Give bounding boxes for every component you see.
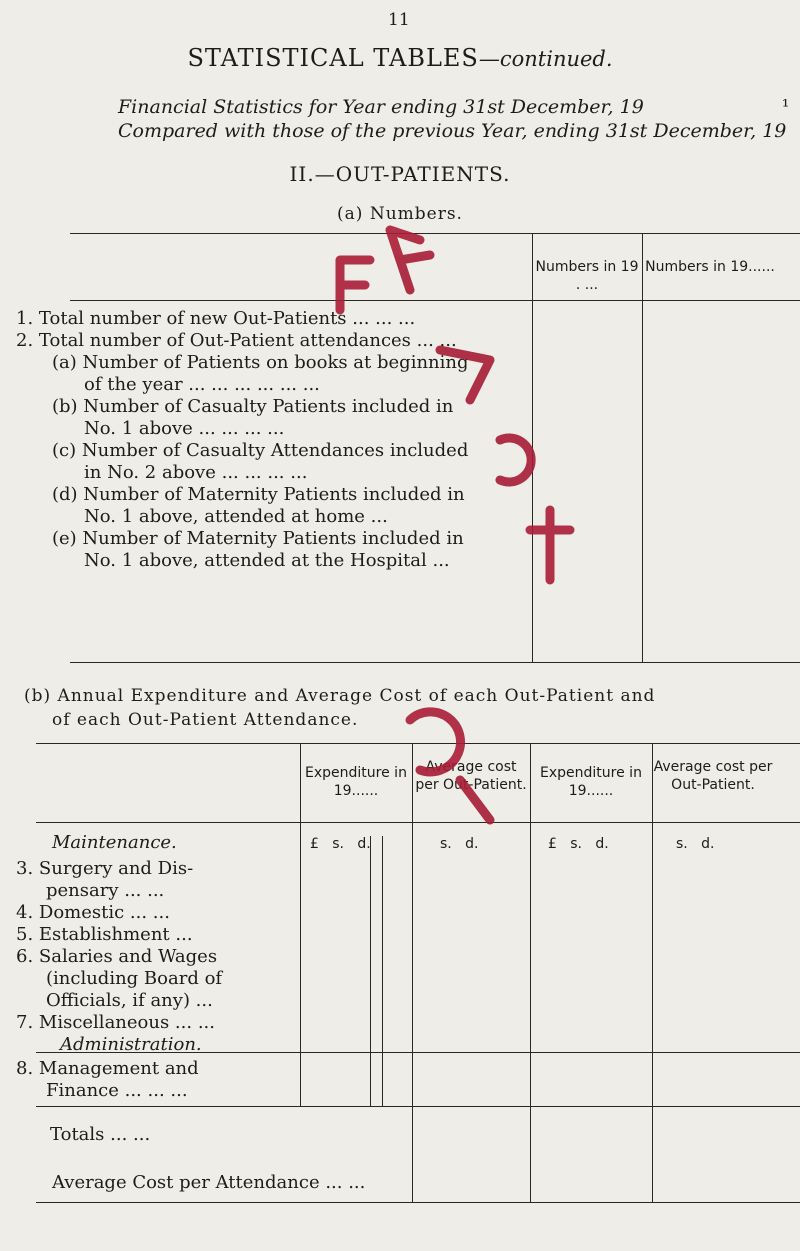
- table-b-sub-divider-1: [370, 836, 371, 1106]
- table-a-header-rule: [70, 300, 800, 301]
- row-6-cont-1: (including Board of: [46, 968, 223, 989]
- units-col2: s. d.: [440, 836, 479, 852]
- table-b-divider-4: [652, 743, 653, 1202]
- section-title: II.—OUT-PATIENTS.: [289, 162, 511, 186]
- part-a-title: (a) Numbers.: [337, 204, 463, 224]
- table-b-admin-rows: [16, 1058, 199, 1102]
- table-b-divider-3: [530, 743, 531, 1202]
- table-b-header-rule: [36, 822, 800, 823]
- units-col3: £ s. d.: [548, 836, 609, 852]
- units-col1: £ s. d.: [310, 836, 371, 852]
- row-6-cont-2: Officials, if any) ...: [46, 990, 213, 1011]
- table-a-rows: [16, 308, 469, 572]
- maintenance-label: Maintenance.: [52, 832, 177, 853]
- table-b-col3-header: Expenditure in 19......: [540, 765, 642, 799]
- row-4: 4. Domestic ... ...: [16, 902, 170, 923]
- table-b-sub-divider-2: [382, 836, 383, 1106]
- table-b-col4-header: Average cost per Out-Patient.: [653, 759, 773, 793]
- row-5: 5. Establishment ...: [16, 924, 193, 945]
- row-6: 6. Salaries and Wages: [16, 946, 218, 967]
- table-b-divider-2: [412, 743, 413, 1202]
- row-2c: (c) Number of Casualty Attendances included: [52, 440, 469, 461]
- table-b-col1-header: Expenditure in 19......: [305, 765, 407, 799]
- average-cost-label: Average Cost per Attendance ... ...: [52, 1172, 366, 1193]
- table-b-totals-rule: [36, 1106, 800, 1107]
- administration-label: Administration.: [60, 1034, 202, 1055]
- row-8: 8. Management and: [16, 1058, 199, 1079]
- row-2b-cont: No. 1 above ... ... ... ...: [84, 418, 285, 439]
- table-b-bottom-rule: [36, 1202, 800, 1203]
- table-a-bottom-rule: [70, 662, 800, 663]
- subtitle-line-2: Compared with those of the previous Year, ending 31st December, 19: [118, 120, 787, 142]
- row-3: 3. Surgery and Dis-: [16, 858, 194, 879]
- units-col4: s. d.: [676, 836, 715, 852]
- row-2d-cont: No. 1 above, attended at home ...: [84, 506, 388, 527]
- row-2e: (e) Number of Maternity Patients included in: [52, 528, 464, 549]
- table-a-divider-2: [642, 233, 643, 662]
- row-7: 7. Miscellaneous ... ...: [16, 1012, 215, 1033]
- row-2d: (d) Number of Maternity Patients included in: [52, 484, 465, 505]
- table-b-col2-header: Average cost per Out-Patient.: [415, 759, 527, 793]
- row-2c-cont: in No. 2 above ... ... ... ...: [84, 462, 308, 483]
- subtitle-line-1: Financial Statistics for Year ending 31st December, 19 ¹: [118, 96, 790, 118]
- row-2b: (b) Number of Casualty Patients included in: [52, 396, 454, 417]
- page-number: 11: [388, 10, 410, 30]
- row-8-cont: Finance ... ... ...: [46, 1080, 188, 1101]
- table-a-col1-header: Numbers in 19 . ...: [535, 259, 639, 293]
- table-a-top-rule: [70, 233, 800, 234]
- row-2e-cont: No. 1 above, attended at the Hospital ...: [84, 550, 450, 571]
- table-a-col2-header: Numbers in 19......: [645, 259, 775, 275]
- totals-label: Totals ... ...: [50, 1124, 151, 1145]
- table-b-rows: [16, 858, 222, 1034]
- table-b-top-rule: [36, 743, 800, 744]
- page-heading: STATISTICAL TABLES—continued.: [187, 44, 613, 72]
- row-2a-cont: of the year ... ... ... ... ... ...: [84, 374, 320, 395]
- table-a-divider-1: [532, 233, 533, 662]
- row-1: 1. Total number of new Out-Patients ... ... ...: [16, 308, 416, 329]
- part-b-title: (b) Annual Expenditure and Average Cost of each Out-Patient and of each Out-Patient Attendance.: [24, 686, 656, 730]
- row-3-cont: pensary ... ...: [46, 880, 165, 901]
- row-2a: (a) Number of Patients on books at beginning: [52, 352, 469, 373]
- row-2: 2. Total number of Out-Patient attendances ... ...: [16, 330, 457, 351]
